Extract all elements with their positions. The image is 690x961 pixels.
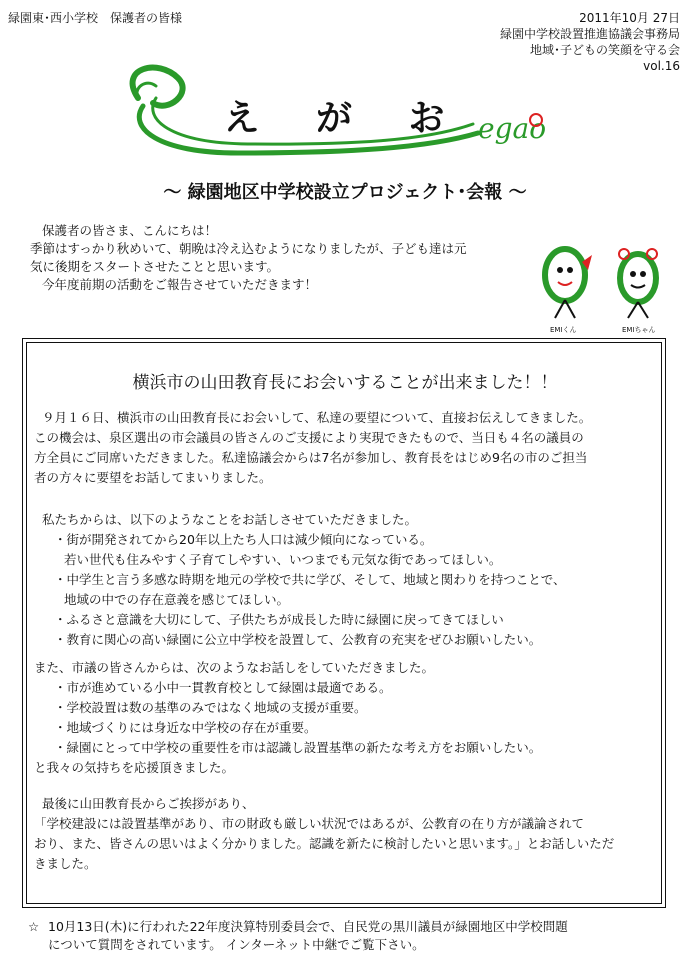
mascot-girl-icon bbox=[619, 249, 657, 318]
text-line: 最後に山田教育長からご挨拶があり、 bbox=[42, 796, 255, 811]
greeting-line: 季節はすっかり秋めいて、朝晩は冷え込むようになりましたが、子ども達は元 bbox=[30, 241, 467, 256]
text-line: きました。 bbox=[34, 856, 97, 871]
newsletter-title: え が お bbox=[223, 98, 467, 139]
list-item: ・ふるさと意識を大切にして、子供たちが成長した時に緑園に戻ってきてほしい bbox=[54, 612, 504, 627]
list-item: ・中学生と言う多感な時期を地元の学校で共に学び、そして、地域と関わりを持つことで、 bbox=[54, 572, 566, 587]
text-line: また、市議の皆さんからは、次のようなお話しをしていただきました。 bbox=[34, 660, 435, 675]
volume-number: vol.16 bbox=[643, 59, 680, 73]
greeting-line: 今年度前期の活動をご報告させていただきます！ bbox=[42, 277, 318, 292]
greeting-line: 気に後期をスタートさせたことと思います。 bbox=[30, 259, 280, 274]
text-line: ９月１６日、横浜市の山田教育長にお会いして、私達の要望について、直接お伝えしてきました。 bbox=[42, 410, 592, 425]
report-paragraph-3 bbox=[34, 658, 658, 778]
egao-script: egao bbox=[478, 112, 547, 145]
greeting bbox=[30, 222, 530, 294]
list-item: ・市が進めている小中一貫教育校として緑園は最適である。 bbox=[54, 680, 392, 695]
report-paragraph-4 bbox=[34, 794, 658, 874]
report-paragraph-2 bbox=[34, 510, 658, 650]
text-line: 私たちからは、以下のようなことをお話しさせていただきました。 bbox=[42, 512, 418, 527]
report-title: 横浜市の山田教育長にお会いすることが出来ました！！ bbox=[132, 373, 558, 393]
addressee: 緑園東･西小学校 保護者の皆様 bbox=[8, 11, 183, 25]
text-line: 「学校建設には設置基準があり、市の財政も厳しい状況ではあるが、公教育の在り方が議論されて bbox=[34, 816, 585, 831]
text-line: この機会は、泉区選出の市会議員の皆さんのご支援により実現できたもので、当日も４名の議員の bbox=[34, 430, 584, 445]
text-line: と我々の気持ちを応援頂きました。 bbox=[34, 760, 235, 775]
mascot-girl-label: EMIちゃん bbox=[622, 326, 656, 334]
mascot-boy-label: EMIくん bbox=[550, 326, 577, 334]
star-icon: ☆ bbox=[28, 919, 40, 934]
mascot-boy-icon bbox=[545, 249, 592, 318]
organization-2: 地域･子どもの笑顔を守る会 bbox=[529, 43, 680, 57]
mascot-illustration bbox=[530, 240, 680, 335]
footer-line: について質問をされています。 インターネット中継でご覧下さい。 bbox=[48, 937, 425, 952]
organization-1: 緑園中学校設置推進協議会事務局 bbox=[499, 27, 680, 41]
footer-notice bbox=[28, 918, 668, 954]
greeting-line: 保護者の皆さま、こんにちは！ bbox=[42, 223, 218, 238]
list-item: ・地域づくりには身近な中学校の存在が重要。 bbox=[54, 720, 317, 735]
list-item: 若い世代も住みやすく子育てしやすい、いつまでも元気な街であってほしい。 bbox=[64, 552, 502, 567]
text-line: 方全員にご同席いただきました。私達協議会からは7名が参加し、教育長をはじめ9名の市のご担当 bbox=[34, 450, 588, 465]
footer-line: 10月13日(木)に行われた22年度決算特別委員会で、自民党の黒川議員が緑園地区中学校問題 bbox=[48, 919, 568, 934]
list-item: ・街が開発されてから20年以上たち人口は減少傾向になっている。 bbox=[54, 532, 433, 547]
text-line: おり、また、皆さんの思いはよく分かりました。認識を新たに検討したいと思います。」とお話しいただ bbox=[34, 836, 615, 851]
list-item: ・緑園にとって中学校の重要性を市は認識し設置基準の新たな考え方をお願いしたい。 bbox=[54, 740, 542, 755]
text-line: 者の方々に要望をお話してまいりました。 bbox=[34, 470, 272, 485]
report-paragraph-1 bbox=[34, 408, 658, 488]
list-item: 地域の中での存在意義を感じてほしい。 bbox=[64, 592, 290, 607]
list-item: ・学校設置は数の基準のみではなく地域の支援が重要。 bbox=[54, 700, 367, 715]
newsletter-subtitle: ～ 緑園地区中学校設立プロジェクト･会報 ～ bbox=[163, 182, 527, 203]
issue-date: 2011年10月 27日 bbox=[579, 11, 680, 25]
list-item: ・教育に関心の高い緑園に公立中学校を設置して、公教育の充実をぜひお願いしたい。 bbox=[54, 632, 542, 647]
